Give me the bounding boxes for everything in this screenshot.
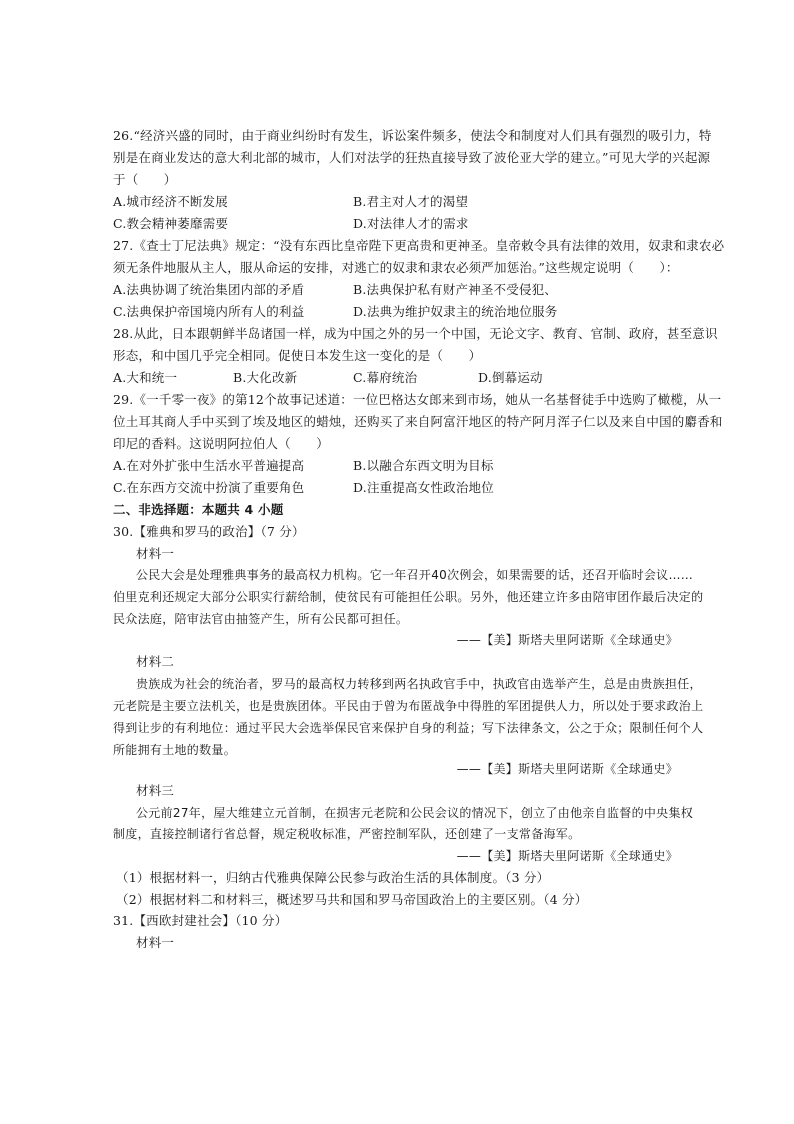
q26-option-c[interactable]: C.教会精神萎靡需要 <box>113 216 229 231</box>
q28-options-row <box>113 370 693 386</box>
q30-material-1-line-2: 伯里克利还规定大部分公职实行薪给制，使贫民有可能担任公职。另外，他还建立许多由陪审团作最后决定的 <box>113 590 704 604</box>
q26-stem-line-2: 别是在商业发达的意大利北部的城市，人们对法学的狂热直接导致了波伦亚大学的建立。”可见大学的兴起源 <box>113 150 711 165</box>
q29-options-row-1 <box>113 458 693 474</box>
q30-material-1-line-1: 公民大会是处理雅典事务的最高权力机构。它一年召开40次例会，如果需要的话，还召开临时会议…… <box>136 568 694 582</box>
q27-options-row-1 <box>113 282 693 298</box>
section-title: 二、非选择题：本题共 4 小题 <box>113 502 284 517</box>
q30-material-2-source: ——【美】斯塔夫里阿诺斯《全球通史》 <box>456 762 678 776</box>
q30-material-3-label: 材料三 <box>136 783 175 798</box>
q29-option-b[interactable]: B.以融合东西文明为目标 <box>353 458 494 473</box>
q30-title: 30.【雅典和罗马的政治】（7 分） <box>113 524 305 539</box>
q28-option-a[interactable]: A.大和统一 <box>113 370 178 385</box>
q30-subquestion-1: （1）根据材料一，归纳古代雅典保障公民参与政治生活的具体制度。（3 分） <box>116 870 550 885</box>
q27-stem-line-2: 须无条件地服从主人，服从命运的安排，对逃亡的奴隶和隶农必须严加惩治。”这些规定说明（ ）： <box>113 260 679 275</box>
q30-material-2-line-4: 所能拥有土地的数量。 <box>113 743 237 757</box>
q28-option-c[interactable]: C.幕府统治 <box>353 370 418 385</box>
q28-stem-line-1: 28.从此，日本跟朝鲜半岛诸国一样，成为中国之外的另一个中国，无论文字、教育、官制、政府，甚至意识 <box>113 326 718 341</box>
q26-option-a[interactable]: A.城市经济不断发展 <box>113 194 229 209</box>
q26-stem-line-1: 26.“经济兴盛的同时，由于商业纠纷时有发生，诉讼案件频多，使法令和制度对人们具有强烈的吸引力，特 <box>113 128 712 143</box>
q28-option-d[interactable]: D.倒幕运动 <box>478 370 543 385</box>
q30-material-2-line-2: 元老院是主要立法机关，也是贵族团体。平民由于曾为布匿战争中得胜的军团提供人力，所以处于要求政治上 <box>113 699 704 713</box>
q26-option-b[interactable]: B.君主对人才的渴望 <box>353 194 469 209</box>
q26-options-row-2 <box>113 216 693 232</box>
q28-option-b[interactable]: B.大化改新 <box>233 370 298 385</box>
q26-options-row-1 <box>113 194 693 210</box>
q30-material-1-source: ——【美】斯塔夫里阿诺斯《全球通史》 <box>456 633 678 647</box>
q31-material-1-label: 材料一 <box>136 935 175 950</box>
q30-material-3-line-2: 制度，直接控制诸行省总督，规定税收标准，严密控制军队，还创建了一支常备海军。 <box>113 827 581 841</box>
q27-option-d[interactable]: D.法典为维护奴隶主的统治地位服务 <box>353 304 558 319</box>
q30-material-1-label: 材料一 <box>136 546 175 561</box>
q29-option-a[interactable]: A.在对外扩张中生活水平普遍提高 <box>113 458 305 473</box>
q30-material-2-line-3: 得到让步的有利地位：通过平民大会选举保民官来保护自身的利益；写下法律条文，公之于众；限制任何个人 <box>113 721 704 735</box>
q27-option-b[interactable]: B.法典保护私有财产神圣不受侵犯、 <box>353 282 558 297</box>
q29-option-c[interactable]: C.在东西方交流中扮演了重要角色 <box>113 480 305 495</box>
q29-stem-line-3: 印尼的香料。这说明阿拉伯人（ ） <box>113 436 329 451</box>
q30-material-2-line-1: 贵族成为社会的统治者，罗马的最高权力转移到两名执政官手中，执政官由选举产生，总是由贵族担任， <box>136 677 702 691</box>
q30-material-1-line-3: 民众法庭，陪审法官由抽签产生，所有公民都可担任。 <box>113 612 409 626</box>
q30-material-3-line-1: 公元前27年，屋大维建立元首制，在损害元老院和公民会议的情况下，创立了由他亲自监督的中央集权 <box>136 806 694 820</box>
q30-material-3-source: ——【美】斯塔夫里阿诺斯《全球通史》 <box>456 849 678 863</box>
q30-subquestion-2: （2）根据材料二和材料三，概述罗马共和国和罗马帝国政治上的主要区别。（4 分） <box>116 892 588 907</box>
q27-option-a[interactable]: A.法典协调了统治集团内部的矛盾 <box>113 282 305 297</box>
q29-option-d[interactable]: D.注重提高女性政治地位 <box>353 480 494 495</box>
q27-stem-line-1: 27.《查士丁尼法典》规定：“没有东西比皇帝陛下更高贵和更神圣。皇帝敕令具有法律的效用，奴隶和隶农必 <box>113 238 725 253</box>
q29-stem-line-1: 29.《一千零一夜》的第12个故事记述道：一位巴格达女郎来到市场，她从一名基督徒手中选购了橄榄，从一 <box>113 392 722 407</box>
q31-title: 31.【西欧封建社会】（10 分） <box>113 913 288 928</box>
q29-options-row-2 <box>113 480 693 496</box>
q26-option-d[interactable]: D.对法律人才的需求 <box>353 216 469 231</box>
q28-stem-line-2: 形态，和中国几乎完全相同。促使日本发生这一变化的是（ ） <box>113 348 482 363</box>
q26-stem-line-3: 于（ ） <box>113 172 177 187</box>
q27-option-c[interactable]: C.法典保护帝国境内所有人的利益 <box>113 304 305 319</box>
q27-options-row-2 <box>113 304 693 320</box>
q29-stem-line-2: 位土耳其商人手中买到了埃及地区的蜡烛，还购买了来自阿富汗地区的特产阿月浑子仁以及来自中国的麝香和 <box>113 414 723 429</box>
q30-material-2-label: 材料二 <box>136 654 175 669</box>
